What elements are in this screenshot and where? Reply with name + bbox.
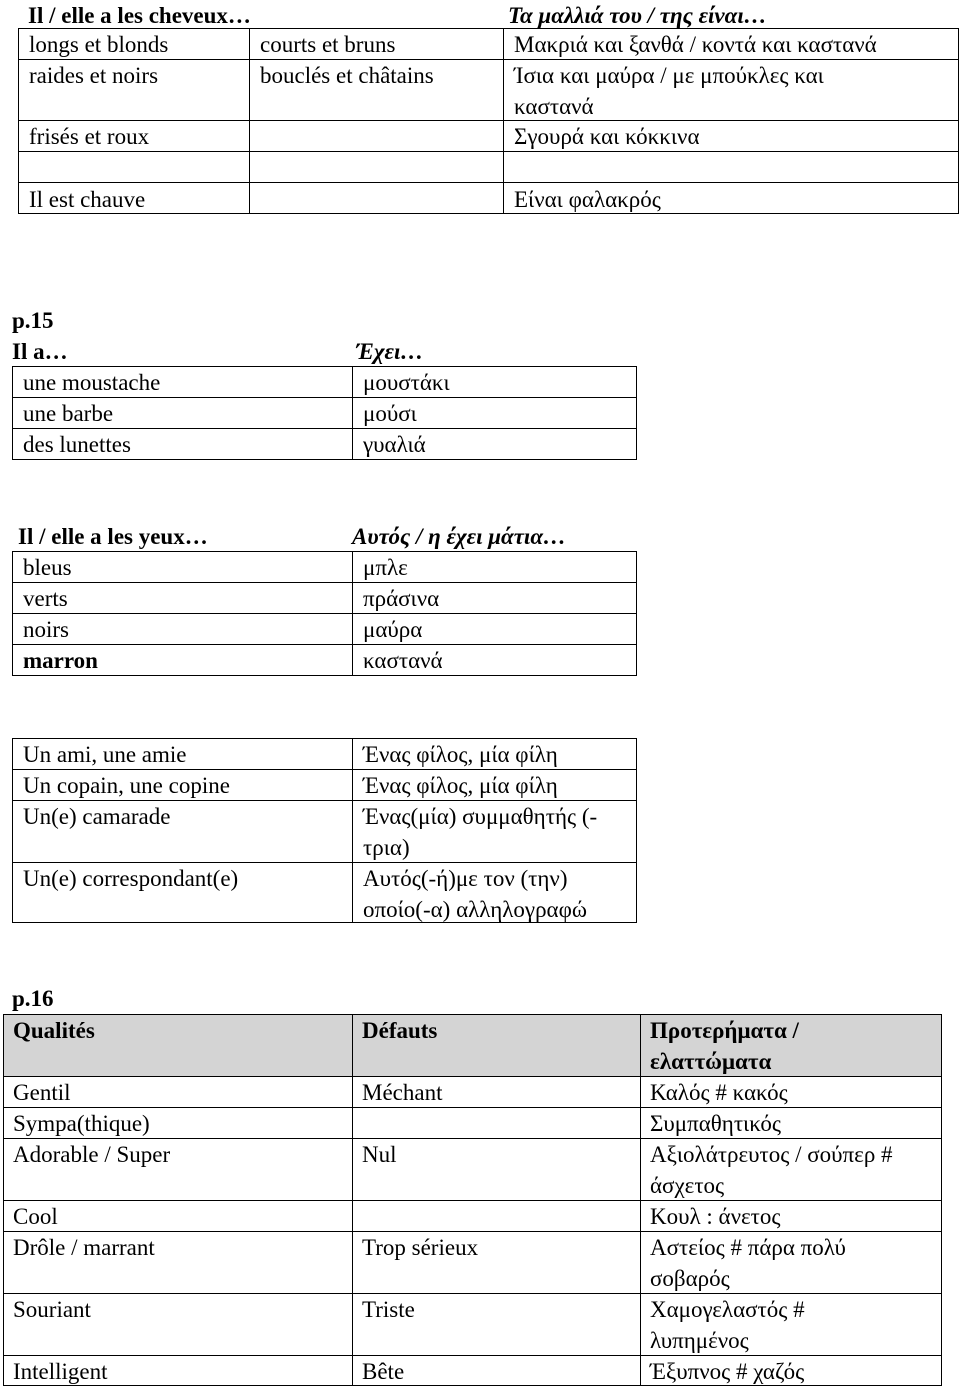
defects-header: Défauts — [352, 1014, 640, 1076]
qualities-cell: Χαμογελαστός # λυπημένος — [640, 1293, 942, 1355]
beard-cell: une moustache — [12, 366, 352, 397]
hair-cell-empty — [18, 151, 249, 182]
hair-cell: Il est chauve — [18, 182, 249, 214]
hair-cell: frisés et roux — [18, 120, 249, 151]
friends-cell: Ένας φίλος, μία φίλη — [352, 738, 637, 769]
friends-cell: Ένας(μία) συμμαθητής (-τρια) — [352, 800, 637, 862]
hair-cell: raides et noirs — [18, 59, 249, 120]
qualities-cell: Έξυπνος # χαζός — [640, 1355, 942, 1386]
hair-cell — [249, 182, 503, 214]
eyes-cell: μαύρα — [352, 613, 637, 644]
hair-cell-empty — [503, 151, 959, 182]
beard-cell: γυαλιά — [352, 428, 637, 460]
eyes-heading-gr: Αυτός / η έχει μάτια… — [352, 524, 567, 549]
qualities-cell: Καλός # κακός — [640, 1076, 942, 1107]
qualities-header: Qualités — [3, 1014, 352, 1076]
qualities-cell: Sympa(thique) — [3, 1107, 352, 1138]
qualities-cell: Méchant — [352, 1076, 640, 1107]
friends-cell: Ένας φίλος, μία φίλη — [352, 769, 637, 800]
qualities-cell: Nul — [352, 1138, 640, 1200]
hair-cell: Ίσια και μαύρα / με μπούκλες και καστανά — [503, 59, 959, 120]
hair-cell: Μακριά και ξανθά / κοντά και καστανά — [503, 28, 959, 59]
qualities-cell: Souriant — [3, 1293, 352, 1355]
qualities-cell: Triste — [352, 1293, 640, 1355]
eyes-cell: noirs — [12, 613, 352, 644]
hair-heading-gr: Τα μαλλιά του / της είναι… — [508, 3, 767, 28]
hair-cell: Είναι φαλακρός — [503, 182, 959, 214]
qualities-cell: Drôle / marrant — [3, 1231, 352, 1293]
page-number: p.15 — [12, 308, 54, 333]
beard-cell: μουστάκι — [352, 366, 637, 397]
qualities-cell: Αξιολάτρευτος / σούπερ # άσχετος — [640, 1138, 942, 1200]
page-number: p.16 — [12, 986, 54, 1011]
beard-heading-fr: Il a… — [12, 339, 68, 364]
hair-cell: courts et bruns — [249, 28, 503, 59]
eyes-cell: bleus — [12, 551, 352, 582]
beard-cell: μούσι — [352, 397, 637, 428]
qualities-cell: Adorable / Super — [3, 1138, 352, 1200]
qualities-cell: Trop sérieux — [352, 1231, 640, 1293]
friends-cell: Un(e) camarade — [12, 800, 352, 862]
qualities-cell: Intelligent — [3, 1355, 352, 1386]
eyes-cell: καστανά — [352, 644, 637, 676]
qualities-cell: Αστείος # πάρα πολύ σοβαρός — [640, 1231, 942, 1293]
qualities-cell: Gentil — [3, 1076, 352, 1107]
qualities-cell: Κουλ : άνετος — [640, 1200, 942, 1231]
eyes-cell: verts — [12, 582, 352, 613]
friends-cell: Un ami, une amie — [12, 738, 352, 769]
hair-heading-fr: Il / elle a les cheveux… — [28, 3, 251, 28]
beard-heading-gr: Έχει… — [356, 339, 424, 364]
qualities-cell — [352, 1107, 640, 1138]
greek-header: Προτερήματα / ελαττώματα — [640, 1014, 942, 1076]
friends-cell: Un(e) correspondant(e) — [12, 862, 352, 923]
hair-cell-empty — [249, 151, 503, 182]
eyes-cell: πράσινα — [352, 582, 637, 613]
hair-cell: Σγουρά και κόκκινα — [503, 120, 959, 151]
beard-cell: des lunettes — [12, 428, 352, 460]
qualities-cell — [352, 1200, 640, 1231]
friends-cell: Un copain, une copine — [12, 769, 352, 800]
eyes-cell: marron — [12, 644, 352, 676]
beard-cell: une barbe — [12, 397, 352, 428]
qualities-cell: Bête — [352, 1355, 640, 1386]
eyes-heading-fr: Il / elle a les yeux… — [18, 524, 208, 549]
hair-cell: bouclés et châtains — [249, 59, 503, 120]
qualities-cell: Cool — [3, 1200, 352, 1231]
eyes-cell: μπλε — [352, 551, 637, 582]
friends-cell: Αυτός(-ή)με τον (την) οποίο(-α) αλληλογραφώ — [352, 862, 637, 923]
qualities-cell: Συμπαθητικός — [640, 1107, 942, 1138]
hair-cell — [249, 120, 503, 151]
hair-cell: longs et blonds — [18, 28, 249, 59]
